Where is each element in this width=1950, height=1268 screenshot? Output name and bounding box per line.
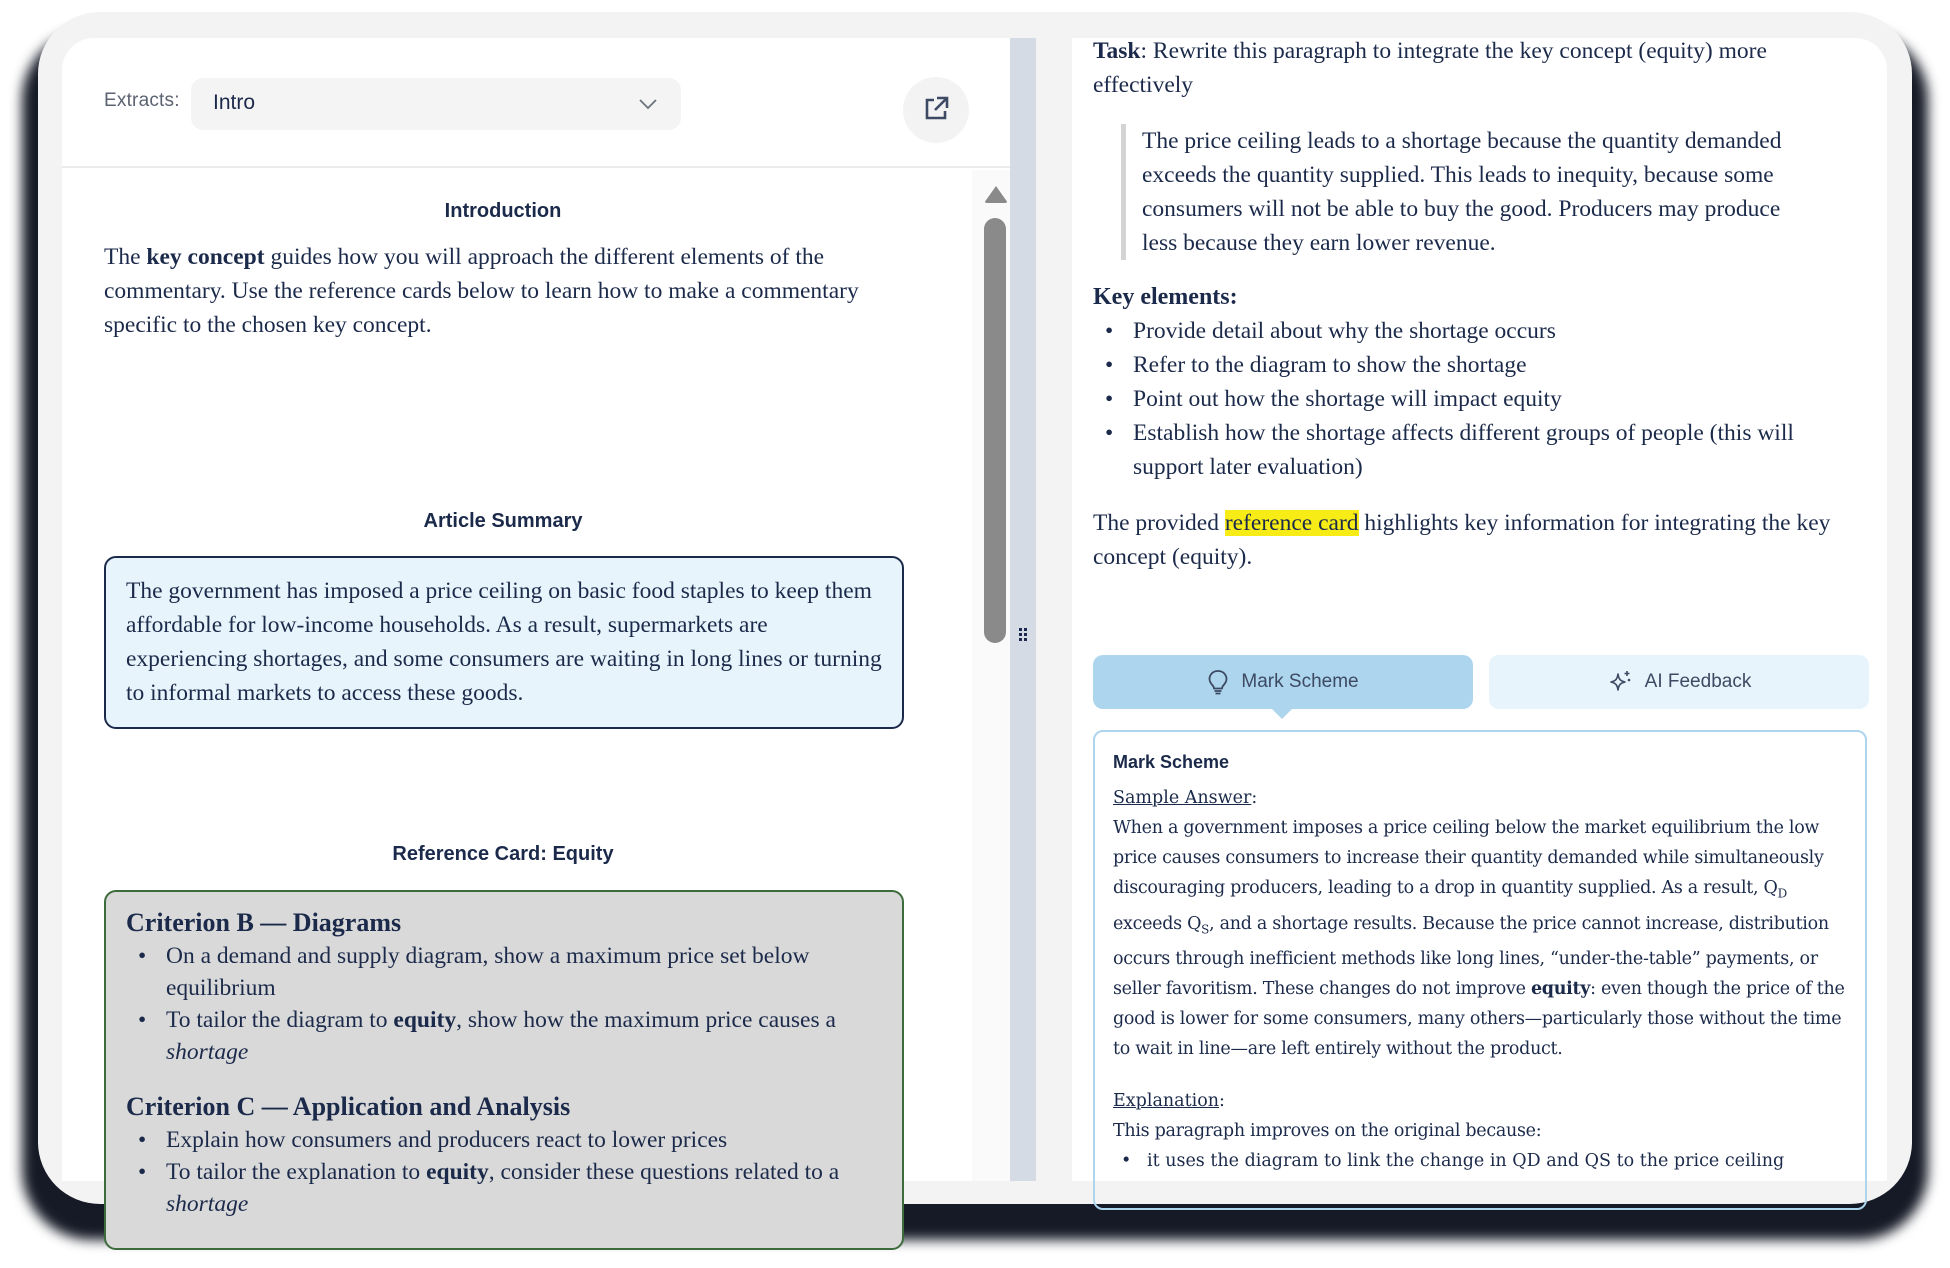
criterion-item: • On a demand and supply diagram, show a maximum price set below equilibrium [126, 940, 882, 1004]
mark-scheme-panel [1093, 730, 1867, 1210]
reference-card-highlight[interactable]: reference card [1224, 510, 1359, 536]
reference-card [104, 890, 904, 1250]
key-elements-title: Key elements: [1093, 284, 1238, 310]
task-instruction: Task: Rewrite this paragraph to integrate the key concept (equity) more effectively [1093, 38, 1767, 98]
original-paragraph-quote: The price ceiling leads to a shortage because the quantity demanded exceeds the quantity supplied. This leads to inequity, because some consumers will not be able to buy the good. Producers may produce less because they earn lower revenue. [1121, 124, 1811, 260]
scrollbar-thumb[interactable] [984, 218, 1006, 643]
key-elements-list [1093, 314, 1868, 484]
panel-resize-handle[interactable] [1010, 38, 1036, 1181]
explanation-list [1113, 1146, 1847, 1176]
explanation-intro: This paragraph improves on the original because: [1113, 1121, 1542, 1141]
key-element-item: • Refer to the diagram to show the shortage [1093, 348, 1853, 382]
scroll-up-arrow-icon[interactable] [984, 186, 1008, 203]
introduction-text: The key concept guides how you will approach the different elements of the commentary. Use the reference cards below to learn how to make a commentary specific to the chosen key concept. [104, 244, 859, 338]
explanation-item: • it uses the diagram to link the change in QD and QS to the price ceiling [1113, 1146, 1847, 1176]
chevron-down-icon [637, 93, 659, 115]
criterion-heading: Criterion B — Diagrams [126, 908, 402, 937]
mark-scheme-title: Mark Scheme [1113, 752, 1230, 772]
app-window [38, 12, 1912, 1217]
extracts-label: Extracts: [104, 90, 180, 111]
drag-grip-icon [1019, 628, 1027, 642]
tab-mark-scheme[interactable] [1093, 655, 1473, 709]
extracts-dropdown-value: Intro [213, 91, 256, 114]
active-tab-pointer [1272, 709, 1292, 719]
criterion-heading: Criterion C — Application and Analysis [126, 1092, 571, 1121]
task-content [1093, 34, 1868, 574]
open-external-button[interactable] [903, 77, 969, 143]
extracts-dropdown[interactable] [191, 78, 681, 130]
reference-card-title: Reference Card: Equity [392, 843, 614, 865]
criterion-list [126, 940, 882, 1068]
criterion-list [126, 1124, 882, 1220]
external-link-icon [922, 95, 950, 123]
task-panel [1072, 38, 1887, 1181]
sample-answer-text: When a government imposes a price ceiling below the market equilibrium the low price causes consumers to increase their quantity demanded while simultaneously discouraging producers, leading to a drop in quantity supplied. As a result, $Q_D$ exceeds $Q_S$, and a shortage results. Because the price cannot increase, distribution occurs through inefficient methods like long lines, “under-the-table” payments, or seller favoritism. These changes do not improve equity: even though the price of the good is lower for some consumers, many others—particularly those without the time to wait in line—are left entirely without the product. [1113, 818, 1845, 1059]
key-element-item: • Establish how the shortage affects different groups of people (this will support later evaluation) [1093, 416, 1853, 484]
sample-answer-heading: Sample Answer: [1113, 788, 1257, 808]
extracts-panel [62, 38, 1010, 1217]
key-element-item: • Provide detail about why the shortage occurs [1093, 314, 1853, 348]
criterion-item: • To tailor the explanation to equity, consider these questions related to a shortage [126, 1156, 882, 1220]
tab-ai-feedback[interactable] [1489, 655, 1869, 709]
extracts-scroll-area[interactable] [62, 170, 1010, 1217]
criterion-item: • Explain how consumers and producers react to lower prices [126, 1124, 882, 1156]
sparkle-icon [1607, 669, 1633, 695]
tab-mark-scheme-label: Mark Scheme [1241, 671, 1359, 692]
feedback-tabs [1093, 655, 1871, 711]
lightbulb-icon [1207, 669, 1229, 695]
criterion-item: • To tailor the diagram to equity, show how the maximum price causes a shortage [126, 1004, 882, 1068]
key-element-item: • Point out how the shortage will impact equity [1093, 382, 1853, 416]
tab-ai-feedback-label: AI Feedback [1644, 671, 1752, 692]
article-summary-box: The government has imposed a price ceiling on basic food staples to keep them affordable for low-income households. As a result, supermarkets are experiencing shortages, and some consumers are waiting in long lines or turning to informal markets to access these goods. [104, 556, 904, 729]
explanation-heading: Explanation: [1113, 1091, 1225, 1111]
extracts-header [62, 38, 1010, 168]
reference-card-note: The provided reference card highlights key information for integrating the key concept (equity). [1093, 510, 1831, 570]
introduction-title: Introduction [444, 200, 562, 222]
article-summary-title: Article Summary [423, 510, 583, 532]
